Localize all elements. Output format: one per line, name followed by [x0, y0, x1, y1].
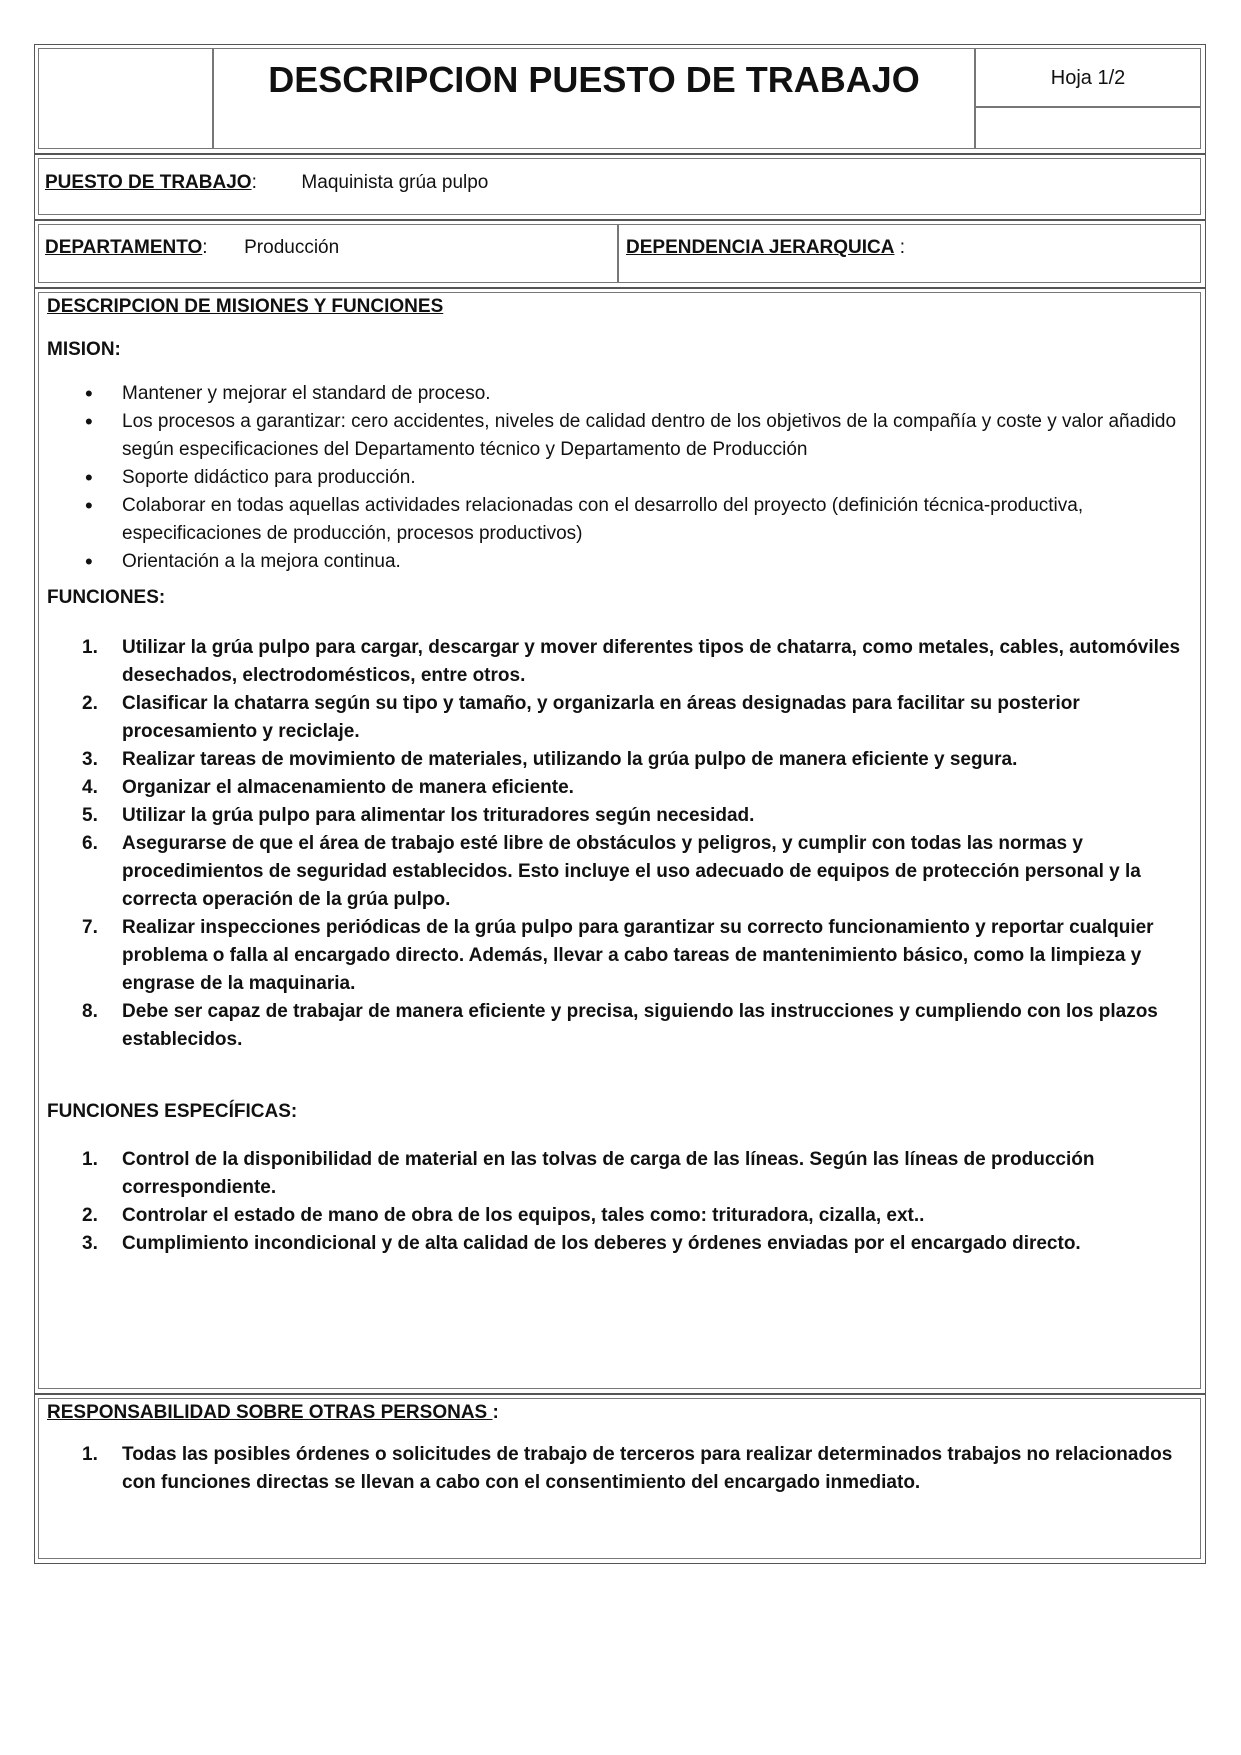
list-item: 1. Utilizar la grúa pulpo para cargar, descargar y mover diferentes tipos de chatarra, como metales, cables, automóviles desechados, electrodomésticos, entre otros. [82, 637, 1181, 686]
especificas-block [47, 1098, 1190, 1126]
item-text: Realizar tareas de movimiento de materiales, utilizando la grúa pulpo de manera eficiente y segura. [122, 749, 1018, 770]
item-text: Utilizar la grúa pulpo para cargar, descargar y mover diferentes tipos de chatarra, como metales, cables, automóviles desechados, electrodomésticos, entre otros. [122, 637, 1181, 686]
item-text: Organizar el almacenamiento de manera eficiente. [122, 777, 574, 798]
dependency-label: DEPENDENCIA JERARQUICA [626, 237, 895, 258]
department-field [45, 237, 339, 259]
sheet-cell-empty [975, 107, 1201, 149]
item-text: Utilizar la grúa pulpo para alimentar los trituradores según necesidad. [122, 805, 755, 826]
header-row [34, 44, 1206, 154]
position-cell [38, 158, 1201, 215]
responsibility-title: RESPONSABILIDAD SOBRE OTRAS PERSONAS [47, 1402, 493, 1423]
responsibility-colon: : [492, 1402, 499, 1423]
responsibility-heading-block [47, 1399, 1190, 1427]
dependency-cell [618, 224, 1201, 283]
list-item: • Soporte didáctico para producción. [47, 464, 1190, 492]
list-item: 4. Organizar el almacenamiento de manera eficiente. [82, 777, 574, 798]
item-text: Clasificar la chatarra según su tipo y tamaño, y organizarla en áreas designadas para facilitar su posterior procesamiento y reciclaje. [122, 693, 1080, 742]
especificas-list-block [47, 1146, 1190, 1258]
document-title: DESCRIPCION PUESTO DE TRABAJO [268, 59, 920, 100]
list-item: 5. Utilizar la grúa pulpo para alimentar los trituradores según necesidad. [82, 805, 755, 826]
list-item: 8. Debe ser capaz de trabajar de manera eficiente y precisa, siguiendo las instrucciones y cumpliendo con los plazos establecidos. [82, 1001, 1158, 1050]
mision-block [47, 336, 1190, 364]
mision-list-block [47, 380, 1190, 576]
dependency-colon: : [899, 237, 906, 258]
logo-cell [38, 48, 213, 149]
list-item: 2. Controlar el estado de mano de obra de los equipos, tales como: trituradora, cizalla, ext.. [82, 1205, 925, 1226]
list-item: 7. Realizar inspecciones periódicas de la grúa pulpo para garantizar su correcto funcionamiento y reportar cualquier problema o falla al encargado directo. Además, llevar a cabo tareas de mantenimiento básico, como la limpieza y engrase de la maquinaria. [82, 917, 1154, 994]
list-item: • Colaborar en todas aquellas actividades relacionadas con el desarrollo del proyecto (definición técnica-productiva, especificaciones de producción, procesos productivos) [47, 492, 1190, 548]
item-text: Controlar el estado de mano de obra de los equipos, tales como: trituradora, cizalla, ext.. [122, 1205, 925, 1226]
position-label: PUESTO DE TRABAJO [45, 172, 252, 193]
list-item: 2. Clasificar la chatarra según su tipo y tamaño, y organizarla en áreas designadas para facilitar su posterior procesamiento y reciclaje. [82, 693, 1080, 742]
item-text: Cumplimiento incondicional y de alta calidad de los deberes y órdenes enviadas por el encargado directo. [122, 1233, 1081, 1254]
especificas-title: FUNCIONES ESPECÍFICAS: [47, 1101, 298, 1122]
position-colon: : [251, 172, 257, 193]
list-item: 3. Realizar tareas de movimiento de materiales, utilizando la grúa pulpo de manera eficiente y segura. [82, 749, 1018, 770]
department-row [34, 220, 1206, 288]
missions-section-title: DESCRIPCION DE MISIONES Y FUNCIONES [47, 296, 444, 317]
responsibility-list-block [47, 1441, 1190, 1497]
list-item: 1. Control de la disponibilidad de material en las tolvas de carga de las líneas. Según las líneas de producción correspondiente. [82, 1149, 1095, 1198]
item-text: Debe ser capaz de trabajar de manera eficiente y precisa, siguiendo las instrucciones y cumpliendo con los plazos establecidos. [122, 1001, 1158, 1050]
sheet-cell [975, 48, 1201, 107]
missions-cell [38, 292, 1201, 1389]
list-item: 3. Cumplimiento incondicional y de alta calidad de los deberes y órdenes enviadas por el encargado directo. [82, 1233, 1081, 1254]
sheet-number: Hoja 1/2 [1050, 67, 1126, 89]
list-item: 6. Asegurarse de que el área de trabajo esté libre de obstáculos y peligros, y cumplir con todas las normas y procedimientos de seguridad establecidos. Esto incluye el uso adecuado de equipos de protección personal y la correcta operación de la grúa pulpo. [82, 833, 1141, 910]
department-cell [38, 224, 618, 283]
department-colon: : [202, 237, 208, 258]
funciones-block [47, 584, 1190, 612]
position-row [34, 154, 1206, 220]
mision-list [47, 380, 1190, 576]
item-text: Asegurarse de que el área de trabajo esté libre de obstáculos y peligros, y cumplir con todas las normas y procedimientos de seguridad establecidos. Esto incluye el uso adecuado de equipos de protección personal y la correcta operación de la grúa pulpo. [122, 833, 1141, 910]
list-item: • Mantener y mejorar el standard de proceso. [47, 380, 1190, 408]
position-value: Maquinista grúa pulpo [301, 172, 489, 193]
mision-title: MISION: [47, 339, 121, 360]
department-label: DEPARTAMENTO [45, 237, 203, 258]
list-item: • Los procesos a garantizar: cero accidentes, niveles de calidad dentro de los objetivos de la compañía y coste y valor añadido según especificaciones del Departamento técnico y Departamento de Producción [47, 408, 1190, 464]
funciones-list-block [47, 634, 1190, 1054]
especificas-list [47, 1146, 1190, 1258]
item-text: Control de la disponibilidad de material en las tolvas de carga de las líneas. Según las líneas de producción correspondiente. [122, 1149, 1095, 1198]
position-field [45, 172, 488, 194]
responsibility-list [47, 1441, 1190, 1497]
missions-section [34, 288, 1206, 1394]
title-cell [213, 48, 975, 149]
list-item: • Orientación a la mejora continua. [47, 548, 1190, 576]
item-text: Realizar inspecciones periódicas de la grúa pulpo para garantizar su correcto funcionamiento y reportar cualquier problema o falla al encargado directo. Además, llevar a cabo tareas de mantenimiento básico, como la limpieza y engrase de la maquinaria. [122, 917, 1154, 994]
list-item: 1. Todas las posibles órdenes o solicitudes de trabajo de terceros para realizar determinados trabajos no relacionados con funciones directas se llevan a cabo con el consentimiento del encargado inmediato. [82, 1444, 1173, 1493]
item-text: Todas las posibles órdenes o solicitudes de trabajo de terceros para realizar determinados trabajos no relacionados con funciones directas se llevan a cabo con el consentimiento del encargado inmediato. [122, 1444, 1173, 1493]
department-value: Producción [244, 237, 340, 258]
funciones-title: FUNCIONES: [47, 587, 166, 608]
responsibility-cell [38, 1398, 1201, 1559]
responsibility-section [34, 1394, 1206, 1564]
funciones-list [47, 634, 1190, 1054]
dependency-field [626, 237, 905, 259]
missions-heading-block [47, 293, 1190, 321]
